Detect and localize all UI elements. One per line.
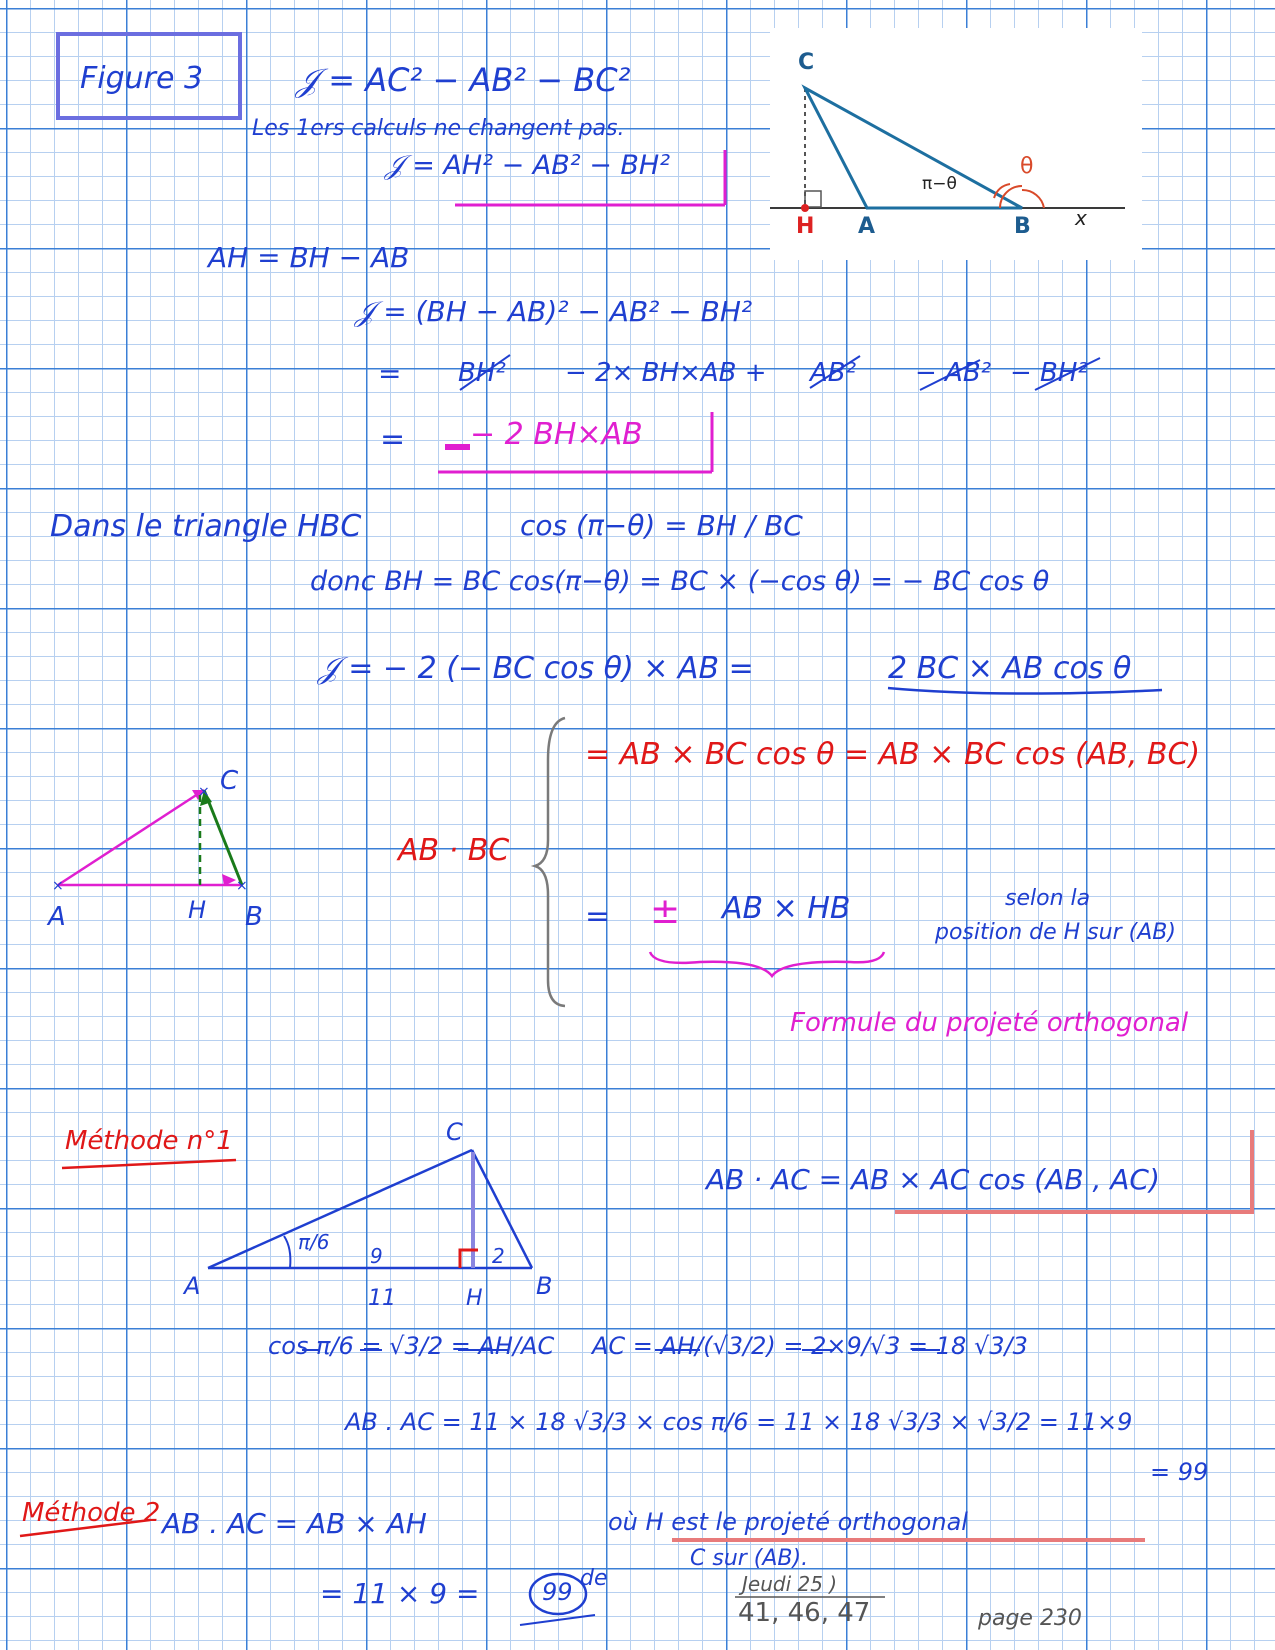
method1-title: Méthode n°1 bbox=[65, 1126, 233, 1156]
cos-text: cos (π−θ) = BH / BC bbox=[520, 509, 803, 542]
method1-formula: AB · AC = AB × AC cos (AB , AC) bbox=[706, 1163, 1160, 1196]
expand-eq: = bbox=[378, 357, 402, 390]
bt-label-h: H bbox=[466, 1286, 483, 1311]
ref-label-c: C bbox=[798, 50, 815, 75]
method2-sur: C sur (AB). bbox=[690, 1546, 809, 1571]
ah-equation: AH = BH − AB bbox=[208, 241, 410, 274]
ac-line: AC = AH/(√3/2) = 2×9/√3 = 18 √3/3 bbox=[592, 1332, 1028, 1360]
dot-product-label: AB · BC bbox=[398, 833, 510, 868]
expand-minus-bh2: − BH² bbox=[1010, 358, 1088, 388]
small-triangle bbox=[52, 784, 248, 894]
bt-label-c: C bbox=[446, 1118, 463, 1146]
underline-final bbox=[888, 688, 1162, 694]
position-text: position de H sur (AB) bbox=[935, 920, 1176, 945]
plus-minus: ± bbox=[650, 891, 681, 932]
dot-line-1: = AB × BC cos θ = AB × BC cos (AB, BC) bbox=[585, 737, 1201, 772]
bt-angle: π/6 bbox=[298, 1230, 330, 1254]
method2-title: Méthode 2 bbox=[22, 1498, 161, 1528]
small-label-h: H bbox=[188, 896, 207, 924]
ref-label-pi-theta: π−θ bbox=[922, 174, 957, 194]
y-with-h: 𝒥 = AH² − AB² − BH² bbox=[385, 150, 671, 181]
method1-underline bbox=[62, 1160, 236, 1168]
method2-de: de bbox=[580, 1566, 608, 1591]
svg-text:×: × bbox=[198, 784, 210, 800]
method2-result: = 11 × 9 = bbox=[320, 1577, 480, 1610]
equals-99: = 99 bbox=[1150, 1458, 1209, 1486]
method2-line: AB . AC = AB × AH bbox=[162, 1507, 427, 1540]
dot-line-2: AB × HB bbox=[722, 891, 851, 926]
ref-label-theta: θ bbox=[1020, 154, 1034, 179]
result-value: − 2 BH×AB bbox=[470, 417, 643, 452]
y-final-right: 2 BC × AB cos θ bbox=[888, 651, 1132, 686]
small-label-c: C bbox=[220, 766, 239, 796]
method2-where: où H est le projeté orthogonal bbox=[608, 1508, 968, 1536]
homework-day: Jeudi 25 ) bbox=[742, 1572, 838, 1596]
bt-seg-hb: 2 bbox=[492, 1244, 505, 1268]
homework-exercises: 41, 46, 47 bbox=[738, 1598, 871, 1628]
figure-label: Figure 3 bbox=[80, 61, 204, 96]
bt-label-a: A bbox=[184, 1272, 201, 1300]
bt-label-b: B bbox=[536, 1272, 553, 1300]
small-label-b: B bbox=[245, 902, 263, 932]
ref-label-h: H bbox=[796, 214, 815, 239]
expand-minus-ab2: − AB² bbox=[915, 358, 992, 388]
expand-ab2: AB² bbox=[810, 358, 857, 388]
svg-text:×: × bbox=[52, 878, 64, 894]
ab-ac-line: AB . AC = 11 × 18 √3/3 × cos π/6 = 11 × 18 √3/3 × √3/2 = 11×9 bbox=[345, 1408, 1133, 1436]
expand-bh2: BH² bbox=[458, 358, 506, 388]
y-final-left: 𝒥 = − 2 (− BC cos θ) × AB = bbox=[318, 651, 754, 686]
bt-seg-ab: 11 bbox=[368, 1286, 396, 1311]
note-calculs: Les 1ers calculs ne changent pas. bbox=[252, 116, 625, 141]
result-eq: = bbox=[380, 422, 406, 457]
formula-name: Formule du projeté orthogonal bbox=[790, 1008, 1189, 1038]
expand-middle: − 2× BH×AB + bbox=[565, 358, 767, 388]
ref-label-b: B bbox=[1014, 214, 1031, 239]
small-label-a: A bbox=[48, 902, 66, 932]
bt-seg-ah: 9 bbox=[370, 1244, 383, 1268]
ref-label-a: A bbox=[858, 214, 876, 239]
underbrace bbox=[650, 952, 884, 976]
donc-text: donc BH = BC cos(π−θ) = BC × (−cos θ) = − BC cos θ bbox=[310, 566, 1050, 597]
selon-text: selon la bbox=[1005, 886, 1091, 911]
svg-text:×: × bbox=[236, 878, 248, 894]
expand-line-1: 𝒥 = (BH − AB)² − AB² − BH² bbox=[355, 295, 753, 328]
y-definition: 𝒥 = AC² − AB² − BC² bbox=[296, 61, 631, 99]
ref-label-x: x bbox=[1075, 206, 1087, 230]
homework-page: page 230 bbox=[978, 1606, 1082, 1631]
brace bbox=[535, 718, 565, 1006]
dot-line-2-eq: = bbox=[585, 899, 611, 934]
cos-pi6-line: cos π/6 = √3/2 = AH/AC bbox=[268, 1332, 555, 1360]
method2-99: 99 bbox=[542, 1578, 573, 1606]
triangle-text: Dans le triangle HBC bbox=[50, 509, 362, 544]
